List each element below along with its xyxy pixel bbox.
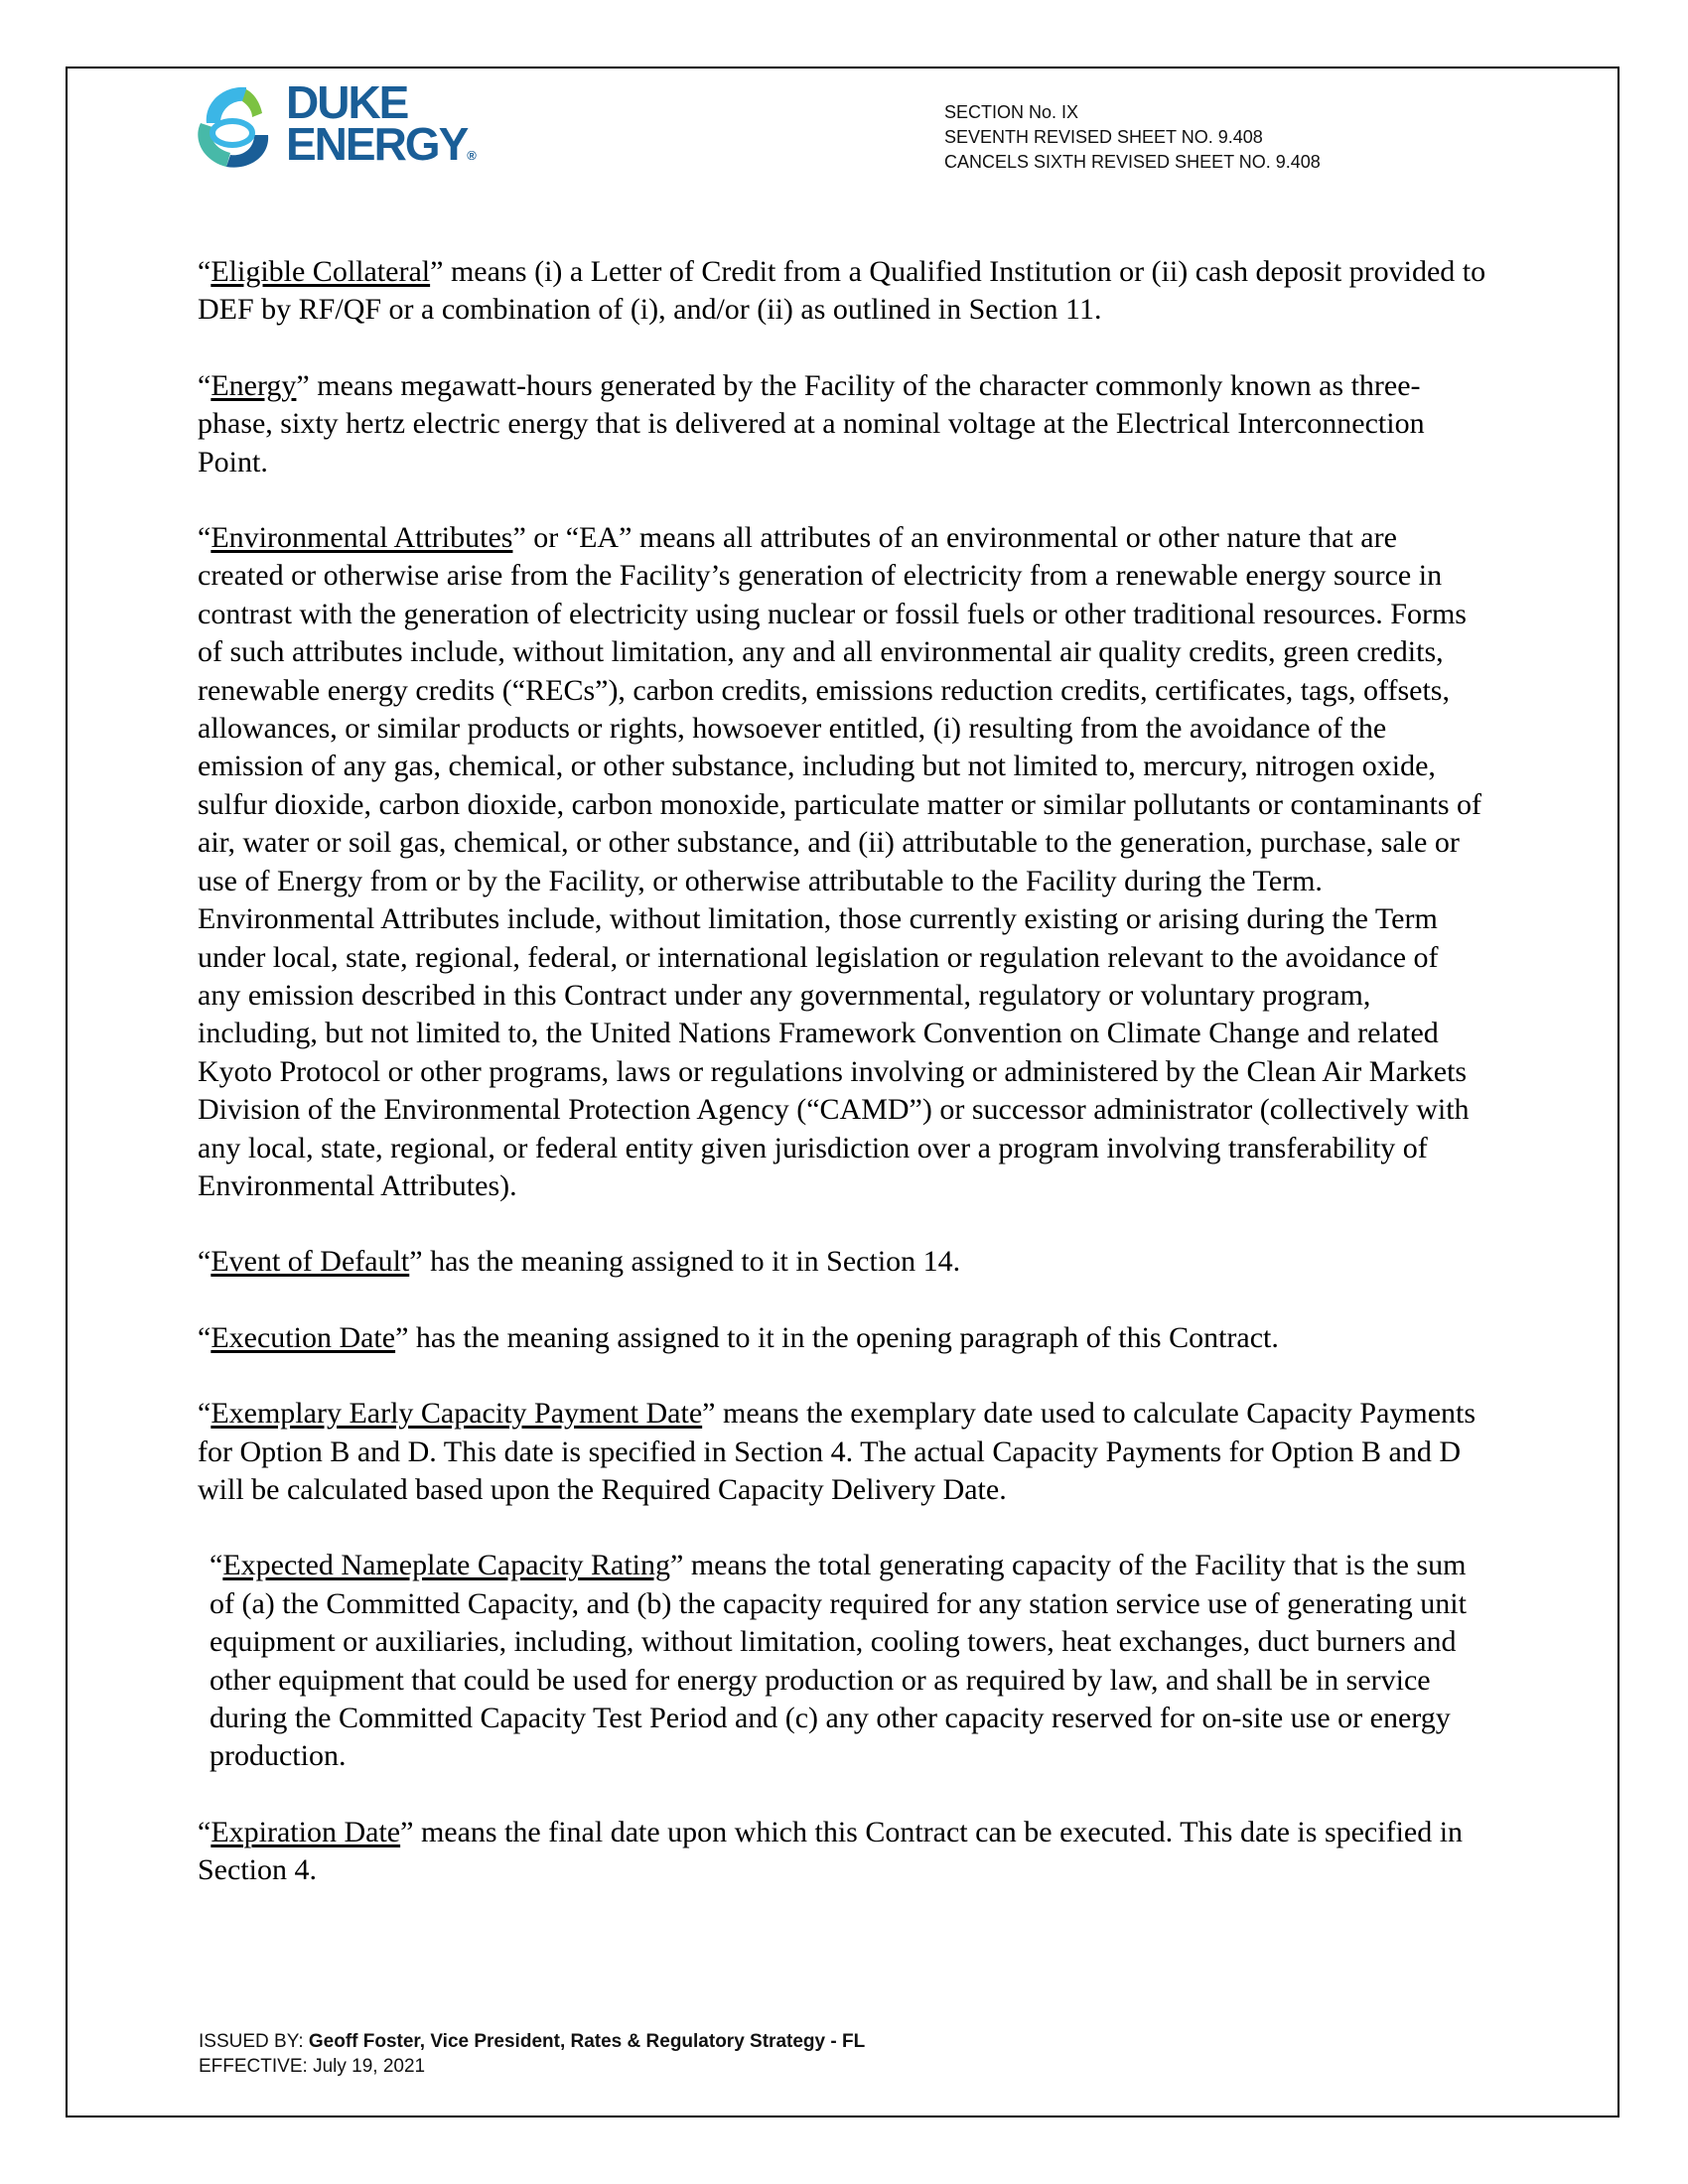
logo-line-1: DUKE: [286, 76, 408, 128]
definition-term: Expected Nameplate Capacity Rating: [222, 1549, 670, 1582]
duke-energy-logo: [187, 76, 494, 183]
definition-text: means megawatt-hours generated by the Facility of the character commonly known as three-phase, sixty hertz electric energy that is delivered at a nominal voltage at the Electrical Interconnection Point.: [198, 368, 1425, 478]
cancels-sheet: CANCELS SIXTH REVISED SHEET NO. 9.408: [944, 152, 1321, 172]
definition-environmental-attributes: “Environmental Attributes” or “EA” means all attributes of an environmental or other nature that are created or otherwise arise from the Facility’s generation of electricity from a renewable energy source in contrast with the generation of electricity using nuclear or fossil fuels or other traditional resources. Forms of such attributes include, without limitation, any and all environmental air quality credits, green credits, renewable energy credits (“RECs”), carbon credits, emissions reduction credits, certificates, tags, offsets, allowances, or similar products or rights, howsoever entitled, (i) resulting from the avoidance of the emission of any gas, chemical, or other substance, including but not limited to, mercury, nitrogen oxide, sulfur dioxide, carbon dioxide, carbon monoxide, particulate matter or similar pollutants or contaminants of air, water or soil gas, chemical, or other substance, and (ii) attributable to the generation, purchase, sale or use of Energy from or by the Facility, or otherwise attributable to the Facility during the Term. Environmental Attributes include, without limitation, those currently existing or arising during the Term under local, state, regional, federal, or international legislation or regulation relevant to the avoidance of any emission described in this Contract under any governmental, regulatory or voluntary program, including, but not limited to, the United Nations Framework Convention on Climate Change and related Kyoto Protocol or other programs, laws or regulations involving or administered by the Clean Air Markets Division of the Environmental Protection Agency (“CAMD”) or successor administrator (collectively with any local, state, regional, or federal entity given jurisdiction over a program involving transferability of Environmental Attributes).: [198, 521, 1481, 1202]
definition-term: Energy: [211, 368, 297, 402]
sheet-number: SEVENTH REVISED SHEET NO. 9.408: [944, 127, 1263, 147]
definition-term: Eligible Collateral: [211, 255, 431, 288]
definitions-body: [198, 253, 1488, 1928]
logo-line-2: [286, 118, 477, 177]
definition-term: Expiration Date: [211, 1815, 401, 1848]
definition-text: means (i) a Letter of Credit from a Qualified Institution or (ii) cash deposit provided to DEF by RF/QF or a combination of (i), and/or (ii) as outlined in Section 11.: [198, 255, 1486, 327]
definition-execution-date: “Execution Date” has the meaning assigned to it in the opening paragraph of this Contract.: [198, 1320, 1279, 1354]
effective-date: EFFECTIVE: July 19, 2021: [199, 2056, 426, 2077]
issued-by-value: Geoff Foster, Vice President, Rates & Regulatory Strategy - FL: [308, 2031, 866, 2052]
definition-expected-nameplate-capacity-rating: “Expected Nameplate Capacity Rating” means the total generating capacity of the Facility that is the sum of (a) the Committed Capacity, and (b) the capacity required for any station service use of generating unit equipment or auxiliaries, including, without limitation, cooling towers, heat exchanges, duct burners and other equipment that could be used for energy production or as required by law, and shall be in service during the Committed Capacity Test Period and (c) any other capacity reserved for on-site use or energy production.: [210, 1549, 1467, 1773]
definition-text: means the exemplary date used to calculate Capacity Payments for Option B and D. This date is specified in Section 4. The actual Capacity Payments for Option B and D will be calculated based upon the Required Capacity Delivery Date.: [198, 1397, 1477, 1506]
definition-energy: “Energy” means megawatt-hours generated by the Facility of the character commonly known as three-phase, sixty hertz electric energy that is delivered at a nominal voltage at the Electrical Interconnection Point.: [198, 368, 1425, 478]
definition-exemplary-early-capacity-payment-date: “Exemplary Early Capacity Payment Date” means the exemplary date used to calculate Capacity Payments for Option B and D. This date is specified in Section 4. The actual Capacity Payments for Option B and D will be calculated based upon the Required Capacity Delivery Date.: [198, 1397, 1477, 1506]
definition-text: means the final date upon which this Contract can be executed. This date is specified in Section 4.: [198, 1815, 1464, 1887]
section-number: SECTION No. IX: [944, 102, 1079, 122]
definition-eligible-collateral: “Eligible Collateral” means (i) a Letter of Credit from a Qualified Institution or (ii) cash deposit provided to DEF by RF/QF or a combination of (i), and/or (ii) as outlined in Section 11.: [198, 255, 1486, 327]
logo-line-2-text: ENERGY: [286, 118, 468, 170]
issued-by-label: ISSUED BY:: [199, 2031, 309, 2052]
duke-energy-logo-mark-icon: [187, 79, 282, 175]
definition-text: or “EA” means all attributes of an environmental or other nature that are created or otherwise arise from the Facility’s generation of electricity from a renewable energy source in contrast with the generation of electricity using nuclear or fossil fuels or other traditional resources. Forms of such attributes include, without limitation, any and all environmental air quality credits, green credits, renewable energy credits (“RECs”), carbon credits, emissions reduction credits, certificates, tags, offsets, allowances, or similar products or rights, howsoever entitled, (i) resulting from the avoidance of the emission of any gas, chemical, or other substance, including but not limited to, mercury, nitrogen oxide, sulfur dioxide, carbon dioxide, carbon monoxide, particulate matter or similar pollutants or contaminants of air, water or soil gas, chemical, or other substance, and (ii) attributable to the generation, purchase, sale or use of Energy from or by the Facility, or otherwise attributable to the Facility during the Term. Environmental Attributes include, without limitation, those currently existing or arising during the Term under local, state, regional, federal, or international legislation or regulation relevant to the avoidance of any emission described in this Contract under any governmental, regulatory or voluntary program, including, but not limited to, the United Nations Framework Convention on Climate Change and related Kyoto Protocol or other programs, laws or regulations involving or administered by the Clean Air Markets Division of the Environmental Protection Agency (“CAMD”) or successor administrator (collectively with any local, state, regional, or federal entity given jurisdiction over a program involving transferability of Environmental Attributes).: [198, 521, 1481, 1202]
definition-expiration-date: “Expiration Date” means the final date upon which this Contract can be executed. This date is specified in Section 4.: [198, 1815, 1464, 1887]
definition-text: has the meaning assigned to it in Section 14.: [422, 1245, 961, 1279]
definition-text: means the total generating capacity of the Facility that is the sum of (a) the Committed Capacity, and (b) the capacity required for any station service use of generating unit equipment or auxiliaries, including, without limitation, cooling towers, heat exchanges, duct burners and other equipment that could be used for energy production or as required by law, and shall be in service during the Committed Capacity Test Period and (c) any other capacity reserved for on-site use or energy production.: [210, 1549, 1467, 1773]
registered-mark: ®: [467, 148, 477, 163]
footer: [199, 2029, 865, 2079]
definition-term: Execution Date: [211, 1320, 396, 1354]
definition-term: Environmental Attributes: [211, 521, 513, 555]
definition-term: Exemplary Early Capacity Payment Date: [211, 1397, 703, 1431]
definition-event-of-default: “Event of Default” has the meaning assigned to it in Section 14.: [198, 1245, 961, 1279]
logo-wordmark: [286, 76, 477, 177]
sheet-info: [944, 100, 1321, 175]
definition-term: Event of Default: [211, 1245, 410, 1279]
issued-by-line: [199, 2029, 865, 2054]
definition-text: has the meaning assigned to it in the opening paragraph of this Contract.: [408, 1320, 1279, 1354]
